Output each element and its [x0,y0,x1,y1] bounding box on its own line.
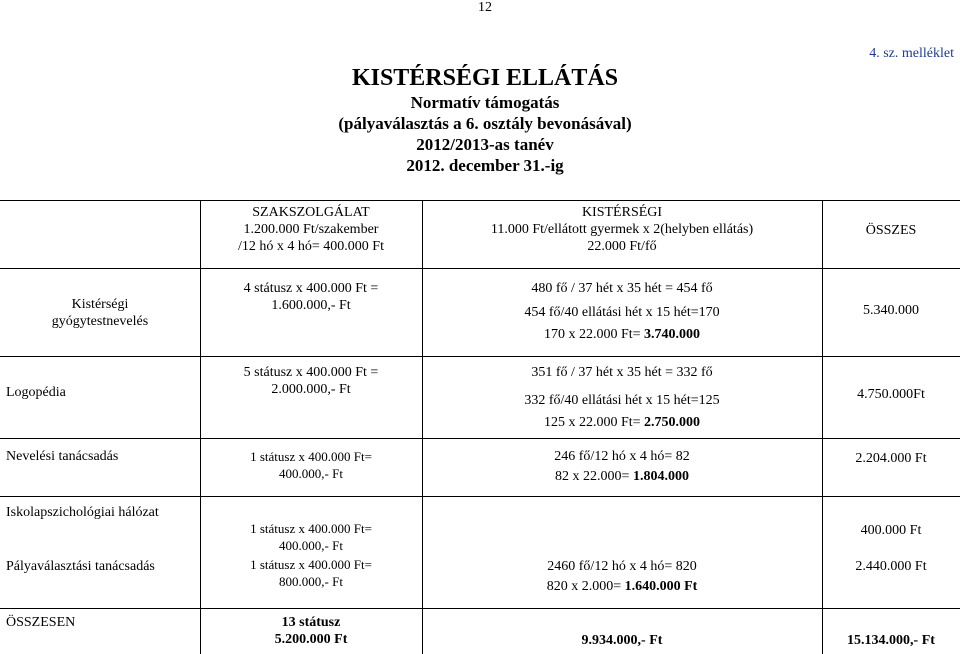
subtitle-line: Normatív támogatás [410,93,560,112]
szak-line: 400.000,- Ft [279,466,343,481]
kist-calc-line [422,578,822,595]
subtitle-line: (pályaválasztás a 6. osztály bevonásával) [338,114,632,133]
szak-line: 1 státusz x 400.000 Ft= [250,521,372,536]
grand-total: 15.134.000,- Ft [847,633,935,648]
kist-calc-result: 2.750.000 [644,415,701,430]
row-label-iskola: Iskolapszichológiai hálózat [6,505,159,520]
row-total: 4.750.000Ft [857,387,925,402]
row-divider [0,268,960,269]
header-szakszolgalat [200,204,422,255]
page-title: KISTÉRSÉGI ELLÁTÁS [351,65,619,91]
szak-line: 1.600.000,- Ft [271,298,351,313]
row-label-line: Kistérségi [71,297,129,312]
kist-calc-result: 1.804.000 [632,469,689,484]
row-label-palya: Pályaválasztási tanácsadás [6,559,155,574]
kist-calc-line: 332 fő/40 ellátási hét x 15 hét=125 [524,393,720,408]
kist-calc-line: 246 fő/12 hó x 4 hó= 82 [554,449,690,464]
kist-calc-line: 2460 fő/12 hó x 4 hó= 820 [547,559,697,574]
szak-line: 1 státusz x 400.000 Ft= [250,449,372,464]
kist-calc-line [422,468,822,485]
row-divider [0,438,960,439]
title-block [250,64,720,176]
header-line: KISTÉRSÉGI [581,205,663,220]
row-total: 2.204.000 Ft [855,451,927,466]
kist-calc-line [422,326,822,343]
szak-line: 5.200.000 Ft [274,632,348,647]
row-divider [0,356,960,357]
kist-calc-result: 3.740.000 [644,327,701,342]
kist-calc-line: 480 fő / 37 hét x 35 hét = 454 fő [531,281,713,296]
szak-line: 400.000,- Ft [279,538,343,553]
row-label-osszesen: ÖSSZESEN [6,615,76,630]
szak-cell [200,364,422,398]
row-total: 2.440.000 Ft [855,559,927,574]
header-line: 1.200.000 Ft/szakember [243,222,379,237]
row-label-logopedia: Logopédia [6,385,66,400]
table-top-border [0,200,960,201]
header-line: SZAKSZOLGÁLAT [252,205,370,220]
header-line: 11.000 Ft/ellátott gyermek x 2(helyben ellátás) [490,222,754,237]
column-divider [822,200,823,654]
row-label-line: gyógytestnevelés [51,314,149,329]
kist-calc-text: 170 x 22.000 Ft= [543,327,645,342]
row-label-gyogytestneveles [0,296,200,330]
szak-line: 5 státusz x 400.000 Ft = [243,365,379,380]
kist-calc-result: 1.640.000 Ft [624,579,698,594]
header-kisterseg [422,204,822,255]
row-total: 400.000 Ft [860,523,922,538]
szak-line: 13 státusz [281,615,341,630]
kist-total: 9.934.000,- Ft [581,633,663,648]
subtitle-line: 2012/2013-as tanév [416,135,554,154]
row-divider [0,608,960,609]
header-line: /12 hó x 4 hó= 400.000 Ft [238,239,384,254]
kist-calc-line: 454 fő/40 ellátási hét x 15 hét=170 [524,305,720,320]
row-divider [0,496,960,497]
header-line: 22.000 Ft/fő [587,239,657,254]
kist-calc-line: 351 fő / 37 hét x 35 hét = 332 fő [531,365,713,380]
kist-calc-text: 82 x 22.000= [555,469,633,484]
kist-calc-text: 125 x 22.000 Ft= [543,415,645,430]
kist-calc-line [422,414,822,431]
szak-total-cell [200,614,422,648]
kist-calc-text: 820 x 2.000= [546,579,625,594]
szak-line: 1 státusz x 400.000 Ft= [250,557,372,572]
szak-cell [200,448,422,482]
page-number: 12 [478,0,492,15]
header-osszes: ÖSSZES [865,223,917,238]
row-total: 5.340.000 [863,303,919,318]
szak-line: 2.000.000,- Ft [271,382,351,397]
subtitle-line: 2012. december 31.-ig [406,156,564,175]
szak-line: 4 státusz x 400.000 Ft = [243,281,379,296]
szak-cell [200,556,422,590]
szak-line: 800.000,- Ft [279,574,343,589]
szak-cell [200,280,422,314]
annex-label: 4. sz. melléklet [869,46,954,61]
szak-cell [200,520,422,554]
row-label-nevelesi: Nevelési tanácsadás [6,449,119,464]
